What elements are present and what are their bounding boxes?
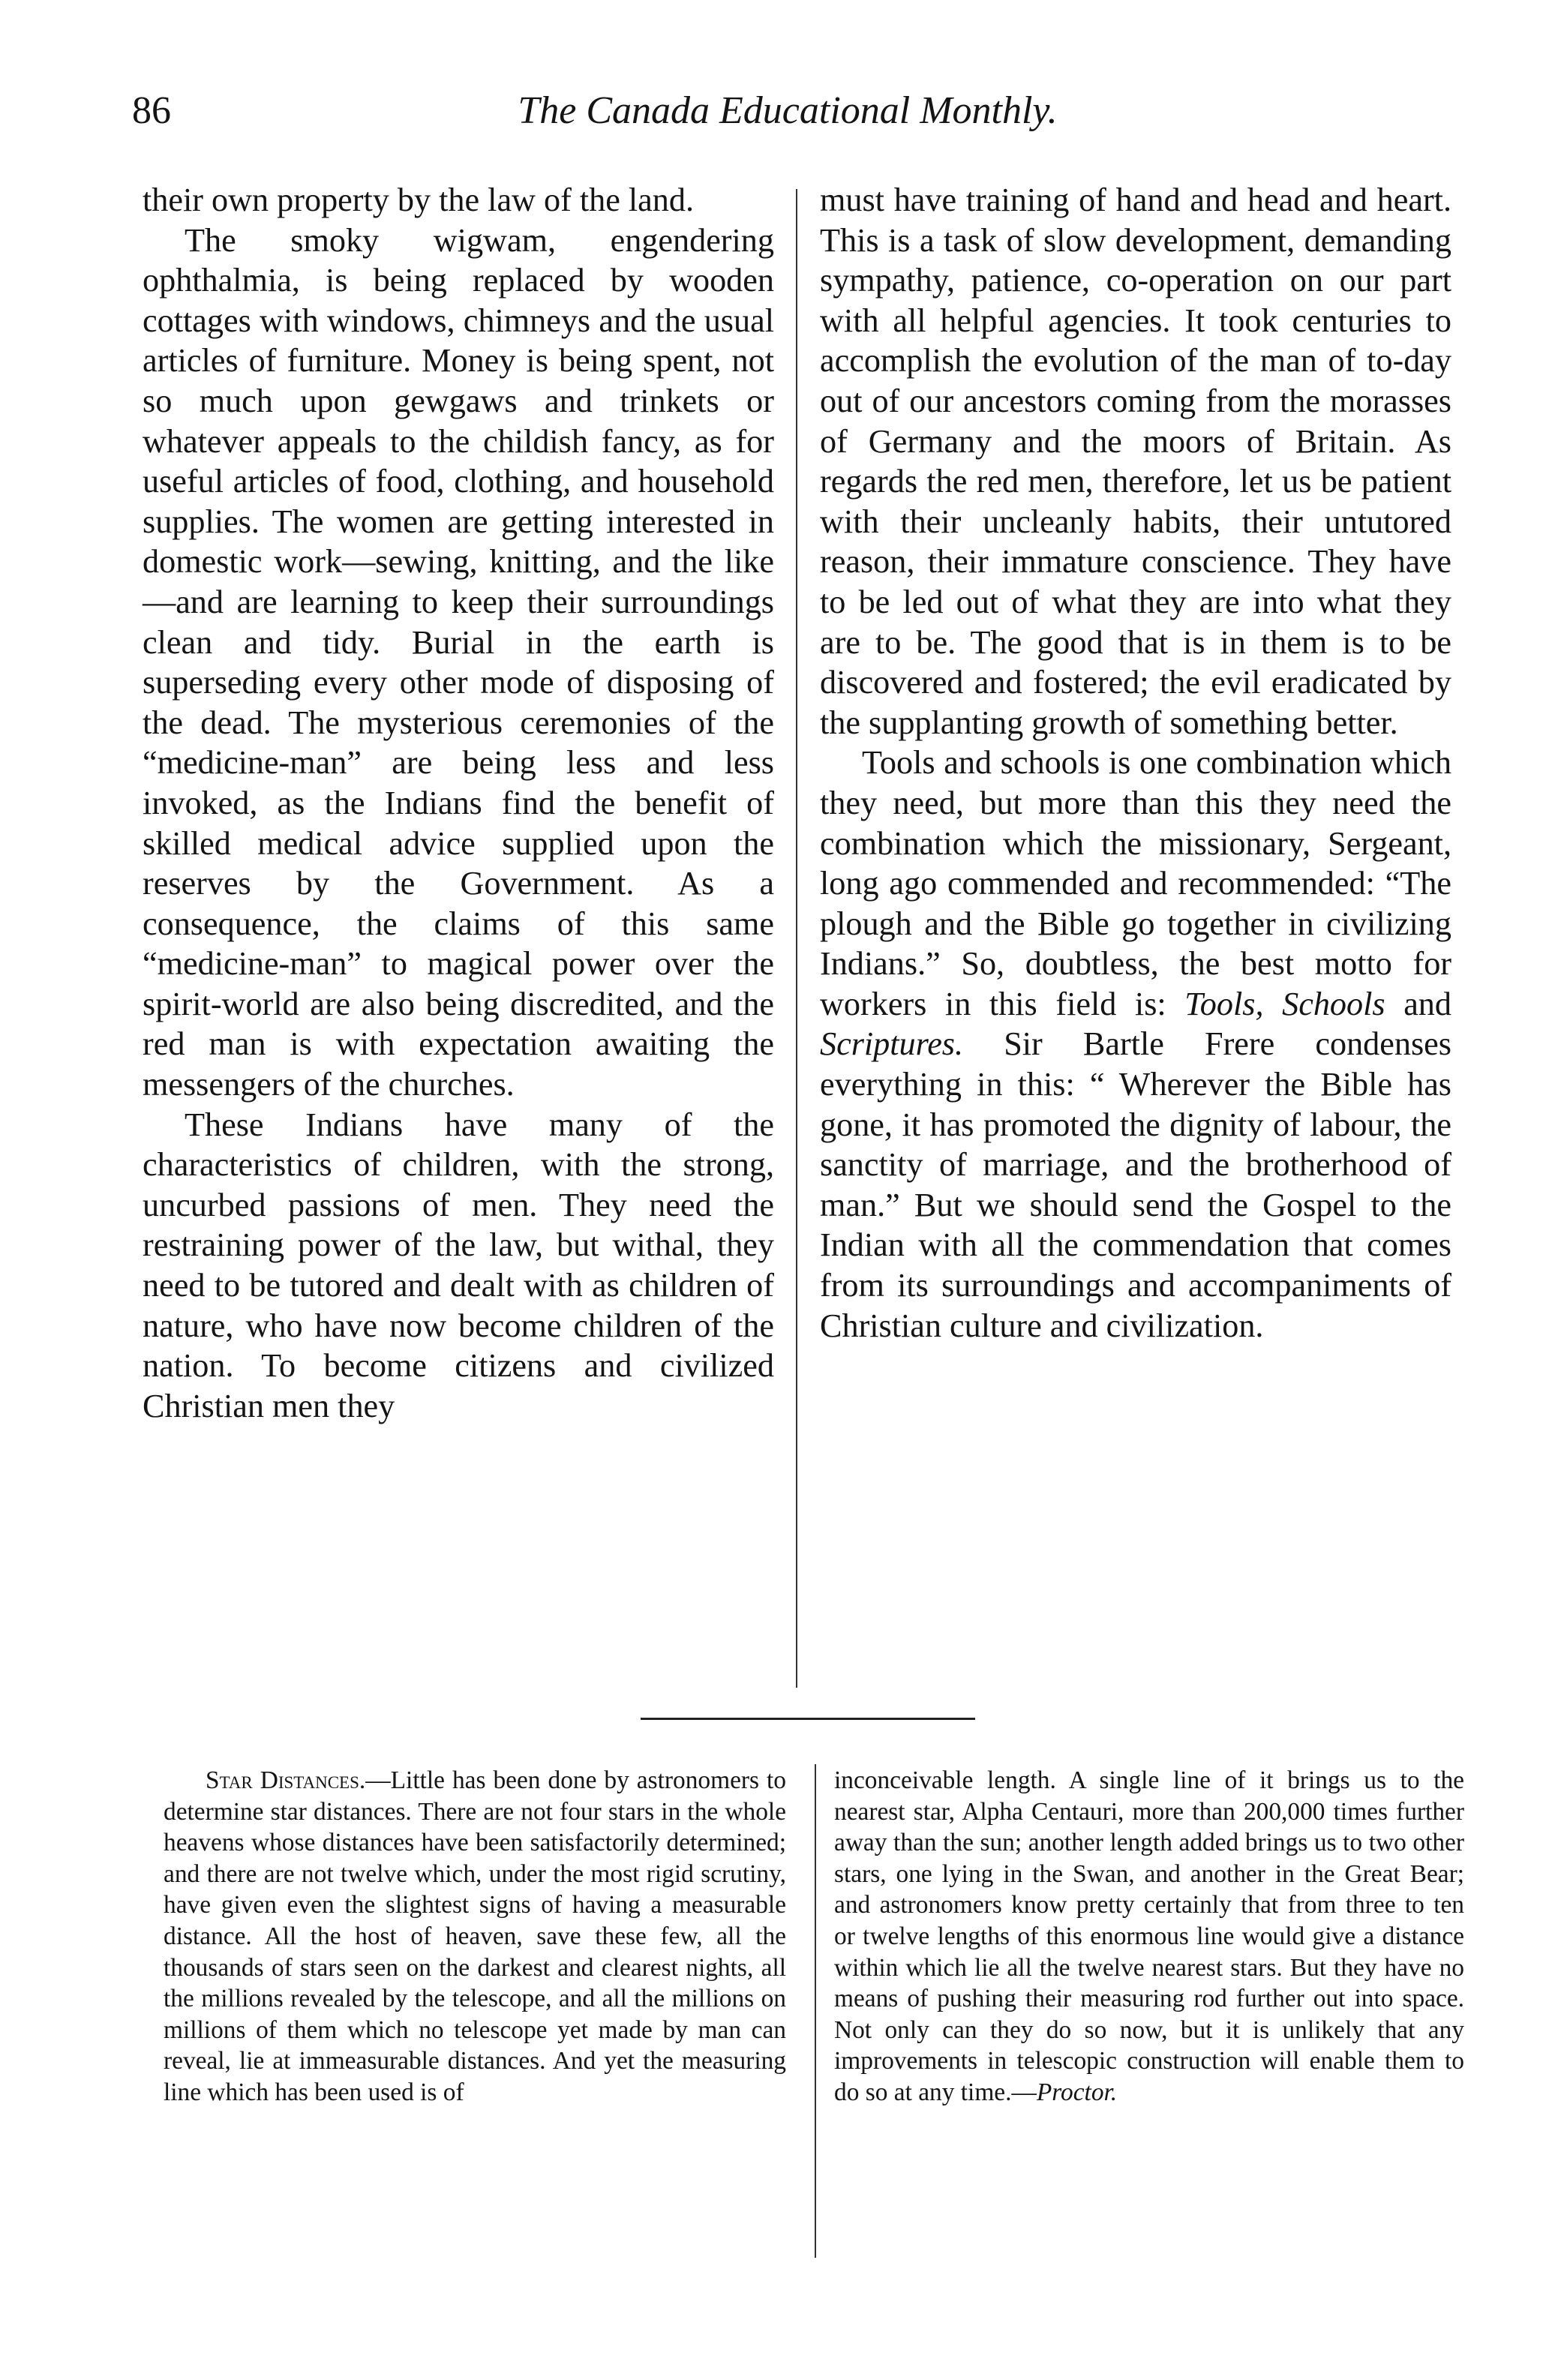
running-title: The Canada Educational Monthly. xyxy=(518,89,1058,132)
note-right-column xyxy=(834,1765,1464,2108)
motto-schools: Schools xyxy=(1282,985,1385,1022)
section-divider xyxy=(641,1718,975,1720)
paragraph: their own property by the law of the land. xyxy=(143,182,695,218)
note-text: inconceivable length. A single line of it brings us to the nearest star, Alpha Centauri, more than 200,000 times further away than the sun; another length added brings us to two other stars, one lying in the Swan, and another in the Great Bear; and astronomers know pretty certainly that from three to ten or twelve lengths of this enormous line would give a distance within which lie all the twelve nearest stars. But they have no means of pushing their measuring rod further out into space. Not only can they do so now, but it is unlikely that any improvements in telescopic construction will enable them to do so at any time.— xyxy=(834,1766,1464,2106)
main-right-column xyxy=(820,180,1451,1346)
page-header xyxy=(128,89,1448,149)
paragraph: The smoky wigwam, engendering ophthalmia, is being replaced by wooden cottages with windows, chimneys and the usual articles of furniture. Money is being spent, not so much upon gewgaws and trinkets or whatever appeals to the childish fancy, as for useful articles of food, clothing, and household supplies. The women are getting interested in domestic work—sewing, knitting, and the like —and are learning to keep their surroundings clean and tidy. Burial in the earth is superseding every other mode of disposing of the dead. The mysterious ceremonies of the “medicine-man” are being less and less invoked, as the Indians find the benefit of skilled medical advice supplied upon the reserves by the Government. As a consequence, the claims of this same “medicine-man” to magical power over the spirit-world are also being discredited, and the red man is with expectation awaiting the messengers of the churches. xyxy=(143,221,774,1103)
paragraph-text: and xyxy=(1385,985,1451,1022)
paragraph: must have training of hand and head and heart. This is a task of slow development, demanding sympathy, patience, co-operation on our part with all helpful agencies. It took centuries to accomplish the evolution of the man of to-day out of our ancestors coming from the morasses of Germany and the moors of Britain. As regards the red men, therefore, let us be patient with their uncleanly habits, their untutored reason, their immature conscience. They have to be led out of what they are into what they are to be. The good that is in them is to be discovered and fostered; the evil eradicated by the supplanting growth of something better. xyxy=(820,182,1451,741)
motto-scriptures: Scriptures. xyxy=(820,1025,964,1063)
note-heading: Star Distances. xyxy=(206,1766,366,1794)
paragraph xyxy=(820,743,1451,1346)
note-text: —Little has been done by astronomers to determine star distances. There are not four stars in the whole heavens whose distances have been satisfactorily determined; and there are not twelve which, under the most rigid scrutiny, have given even the slightest signs of having a measurable distance. All the host of heaven, save these few, all the thousands of stars seen on the darkest and clearest nights, all the millions revealed by the telescope, and all the millions on millions of them which no telescope yet made by man can reveal, lie at immeasurable distances. And yet the measuring line which has been used is of xyxy=(164,1766,786,2106)
paragraph-text: Sir Bartle Frere condenses everything in this: “ Wherever the Bible has gone, it has promoted the dignity of labour, the sanctity of marriage, and the brotherhood of man.” But we should send the Gospel to the Indian with all the commendation that comes from its surroundings and accompaniments of Christian culture and civilization. xyxy=(820,1025,1451,1344)
page-number: 86 xyxy=(132,89,171,132)
paragraph: These Indians have many of the characteristics of children, with the strong, uncurbed passions of men. They need the restraining power of the law, but withal, they need to be tutored and dealt with as children of nature, who have now become children of the nation. To become citizens and civilized Christian men they xyxy=(143,1106,774,1424)
note-paragraph xyxy=(164,1765,786,2108)
column-divider xyxy=(796,189,797,1688)
motto-tools: Tools, xyxy=(1184,985,1264,1022)
paragraph-text: Tools and schools is one combination which they need, but more than this they need the combination which the missionary, Sergeant, long ago commended and recommended: “The plough and the Bible go together in civilizing Indians.” So, doubtless, the best motto for workers in this field is: xyxy=(820,744,1451,1022)
note-attribution: Proctor. xyxy=(1036,2078,1118,2106)
note-column-divider xyxy=(815,1764,816,2258)
main-left-column xyxy=(143,180,774,1426)
note-left-column xyxy=(164,1765,786,2108)
note-paragraph xyxy=(834,1765,1464,2108)
